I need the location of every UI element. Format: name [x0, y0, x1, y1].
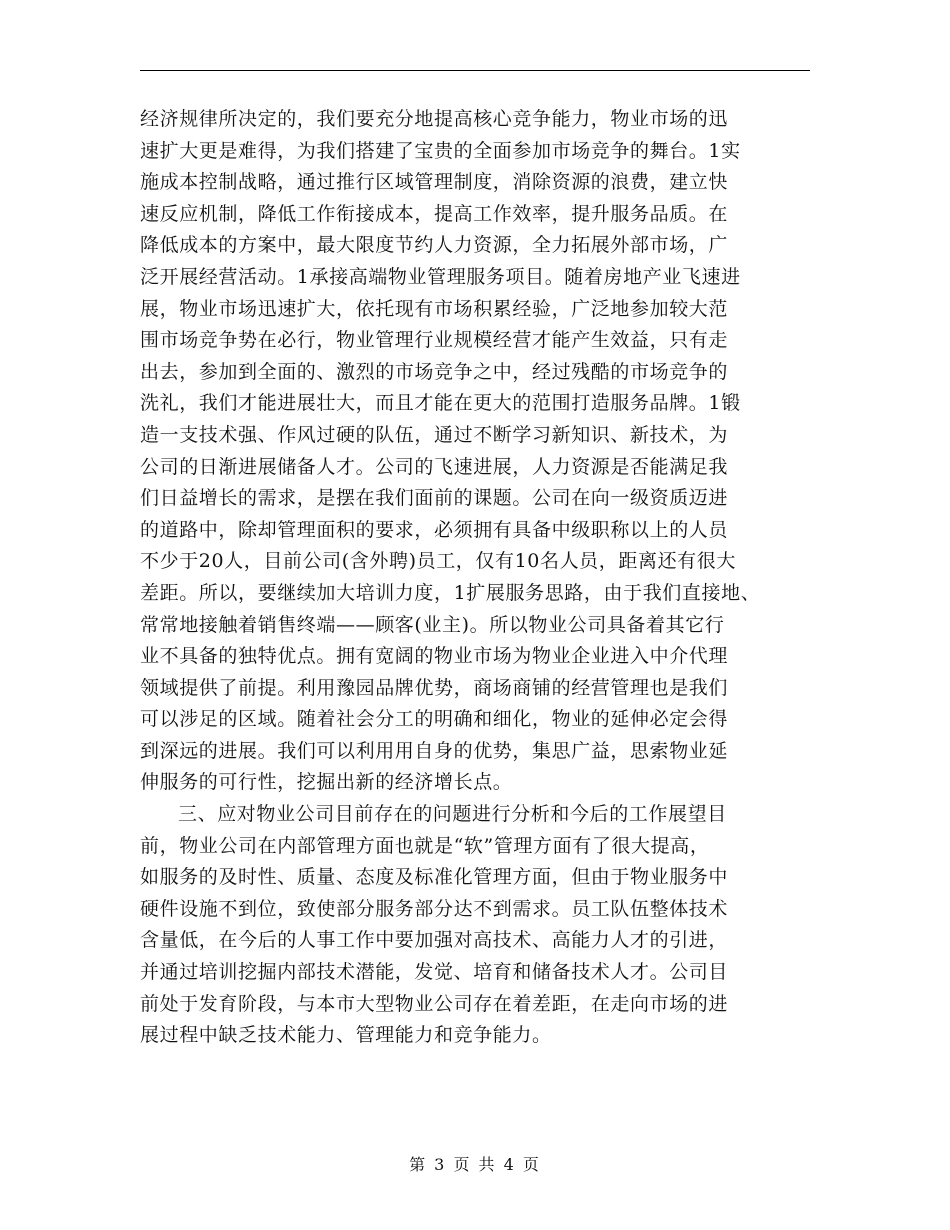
text-line: 前处于发育阶段，与本市大型物业公司存在着差距，在走向市场的进 — [140, 992, 729, 1015]
text-line: 泛开展经营活动。1承接高端物业管理服务项目。随着房地产业飞速进 — [140, 265, 741, 288]
text-line: 领域提供了前提。利用豫园品牌优势，商场商铺的经营管理也是我们 — [140, 676, 729, 699]
text-line: 可以涉足的区域。随着社会分工的明确和细化，物业的延伸必定会得 — [140, 708, 729, 731]
text-line: 经济规律所决定的，我们要充分地提高核心竞争能力，物业市场的迅 — [140, 108, 729, 130]
text-line: 伸服务的可行性，挖掘出新的经济增长点。 — [140, 771, 513, 794]
text-line: 并通过培训挖掘内部技术潜能，发觉、培育和储备技术人才。公司目 — [140, 961, 729, 984]
header-rule — [140, 70, 810, 71]
text-line: 不少于20人，目前公司(含外聘)员工，仅有10名人员，距离还有很大 — [140, 550, 736, 573]
body-text — [140, 104, 820, 1052]
text-line: 公司的日渐进展储备人才。公司的飞速进展，人力资源是否能满足我 — [140, 455, 729, 478]
text-line: 到深远的进展。我们可以利用用自身的优势，集思广益，思索物业延 — [140, 739, 729, 762]
text-line: 如服务的及时性、质量、态度及标准化管理方面，但由于物业服务中 — [140, 866, 729, 889]
text-line: 速扩大更是难得，为我们搭建了宝贵的全面参加市场竞争的舞台。1实 — [140, 139, 741, 162]
text-line: 硬件设施不到位，致使部分服务部分达不到需求。员工队伍整体技术 — [140, 897, 729, 920]
text-line: 施成本控制战略，通过推行区域管理制度，消除资源的浪费，建立快 — [140, 171, 729, 194]
page-footer: 第 3 页 共 4 页 — [409, 1155, 541, 1174]
text-line: 造一支技术强、作风过硬的队伍，通过不断学习新知识、新技术，为 — [140, 423, 729, 446]
text-line: 围市场竞争势在必行，物业管理行业规模经营才能产生效益，只有走 — [140, 329, 729, 352]
text-line: 降低成本的方案中，最大限度节约人力资源，全力拓展外部市场，广 — [140, 234, 729, 257]
text-line: 前，物业公司在内部管理方面也就是“软”管理方面有了很大提高， — [140, 834, 710, 857]
text-line: 展，物业市场迅速扩大，依托现有市场积累经验，广泛地参加较大范 — [140, 297, 729, 320]
text-line: 出去，参加到全面的、激烈的市场竞争之中，经过残酷的市场竞争的 — [140, 360, 729, 383]
text-line: 含量低，在今后的人事工作中要加强对高技术、高能力人才的引进， — [140, 929, 729, 952]
text-line: 业不具备的独特优点。拥有宽阔的物业市场为物业企业进入中介代理 — [140, 645, 729, 668]
text-line: 展过程中缺乏技术能力、管理能力和竞争能力。 — [140, 1024, 552, 1047]
text-line: 差距。所以，要继续加大培训力度，1扩展服务思路，由于我们直接地、 — [140, 581, 761, 604]
paragraph-start-line: 三、应对物业公司目前存在的问题进行分析和今后的工作展望目 — [178, 803, 727, 826]
text-line: 洗礼，我们才能进展壮大，而且才能在更大的范围打造服务品牌。1锻 — [140, 392, 741, 415]
text-line: 速反应机制，降低工作衔接成本，提高工作效率，提升服务品质。在 — [140, 202, 729, 225]
text-line: 常常地接触着销售终端——顾客(业主)。所以物业公司具备着其它行 — [140, 613, 725, 636]
text-line: 们日益增长的需求，是摆在我们面前的课题。公司在向一级资质迈进 — [140, 487, 729, 510]
text-line: 的道路中，除却管理面积的要求，必须拥有具备中级职称以上的人员 — [140, 518, 729, 541]
